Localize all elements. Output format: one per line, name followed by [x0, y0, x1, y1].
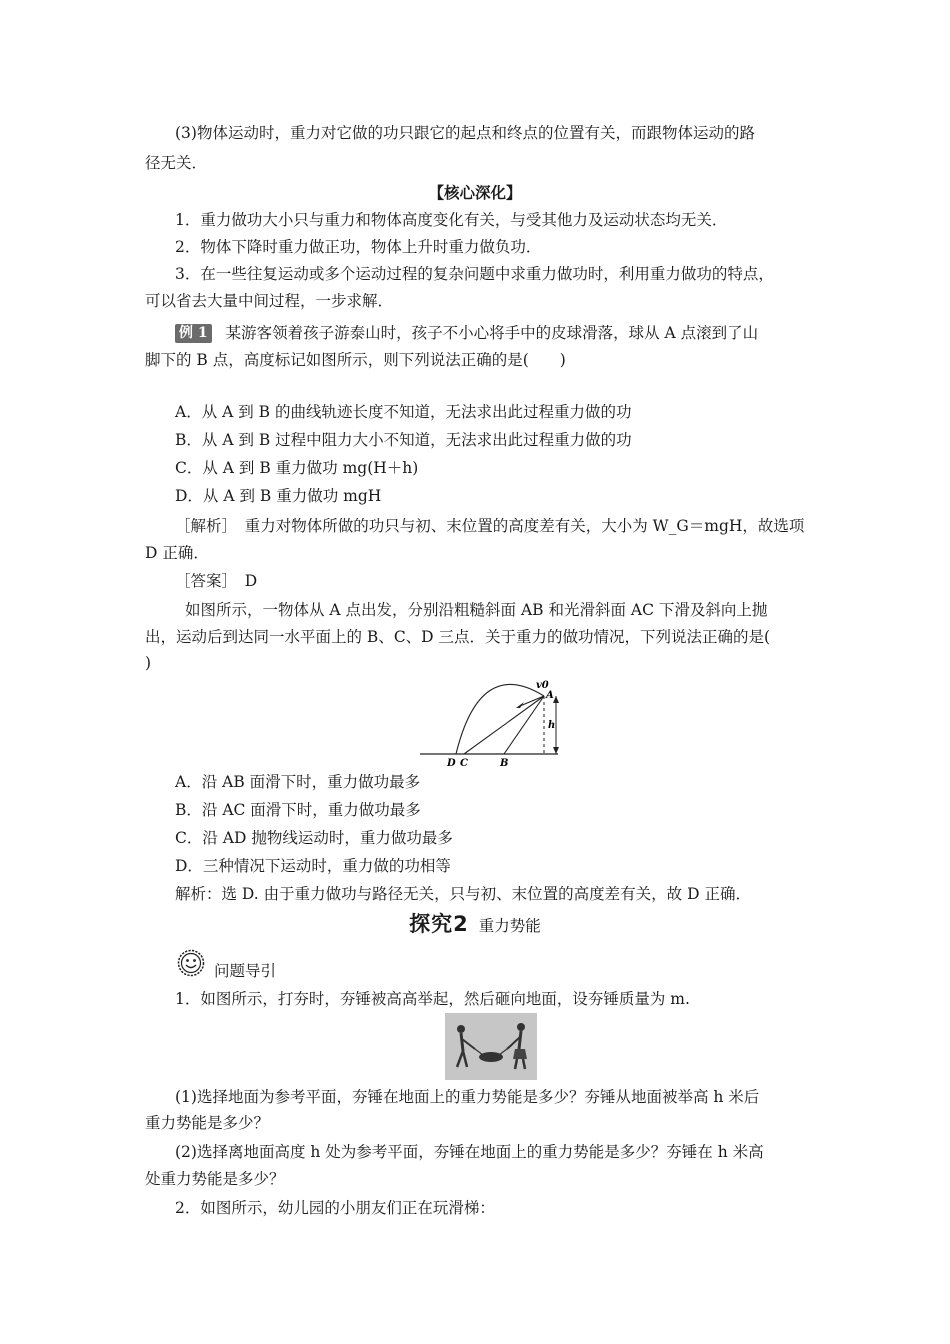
question-2-cont: ) — [145, 654, 152, 672]
analysis-cont: D 正确． — [145, 544, 209, 562]
core-heading: 【核心深化】 — [428, 183, 522, 202]
q2-option-d: D．三种情况下运动时，重力做的功相等 — [175, 857, 451, 875]
guide-item-1-2: (2)选择离地面高度 h 处为参考平面，夯锤在地面上的重力势能是多少？夯锤在 h 米高 — [175, 1143, 764, 1161]
q2-analysis: 解析：选 D. 由于重力做功与路径无关，只与初、末位置的高度差有关，故 D 正确． — [175, 885, 751, 903]
label-a: A — [546, 690, 554, 701]
paragraph-line: 径无关． — [145, 154, 208, 172]
example-1-text: 某游客领着孩子游泰山时，孩子不小心将手中的皮球滑落，球从 A 点滚到了山 — [225, 324, 759, 342]
label-d: D — [447, 758, 456, 768]
label-b: B — [500, 758, 509, 768]
smiley-icon — [176, 948, 206, 978]
paragraph-line: (3)物体运动时，重力对它做的功只跟它的起点和终点的位置有关，而跟物体运动的路 — [175, 124, 755, 142]
section-subtitle: 重力势能 — [478, 917, 541, 935]
guide-item-1-1: (1)选择地面为参考平面，夯锤在地面上的重力势能是多少？夯锤从地面被举高 h 米后 — [175, 1088, 760, 1106]
guide-item-1-2-cont: 处重力势能是多少？ — [145, 1170, 285, 1188]
option-d: D．从 A 到 B 重力做功 mgH — [175, 487, 382, 505]
example-1-line — [175, 318, 810, 348]
answer-line: ［答案］ D — [175, 572, 258, 590]
core-item-2: 2．物体下降时重力做正功，物体上升时重力做负功． — [175, 238, 542, 256]
label-v0: v0 — [536, 680, 549, 691]
option-a: A．从 A 到 B 的曲线轨迹长度不知道，无法求出此过程重力做的功 — [175, 403, 632, 421]
example-badge: 例 1 — [175, 324, 212, 343]
guide-item-2: 2．如图所示，幼儿园的小朋友们正在玩滑梯： — [175, 1199, 495, 1217]
guide-item-1-1-cont: 重力势能是多少？ — [145, 1114, 270, 1132]
core-item-3-cont: 可以省去大量中间过程，一步求解． — [145, 292, 394, 310]
example-1-cont: 脚下的 B 点，高度标记如图所示，则下列说法正确的是( ) — [145, 351, 566, 369]
incline-trajectory-figure — [420, 676, 560, 768]
question-2-line: 如图所示，一物体从 A 点出发，分别沿粗糙斜面 AB 和光滑斜面 AC 下滑及斜向上抛 — [185, 601, 768, 619]
guide-item-1: 1．如图所示，打夯时，夯锤被高高举起，然后砸向地面，设夯锤质量为 m. — [175, 990, 690, 1008]
q2-option-a: A．沿 AB 面滑下时，重力做功最多 — [175, 773, 421, 791]
label-c: C — [460, 758, 468, 768]
core-item-3: 3．在一些往复运动或多个运动过程的复杂问题中求重力做功时，利用重力做功的特点， — [175, 265, 774, 283]
option-c: C．从 A 到 B 重力做功 mg(H＋h) — [175, 459, 419, 477]
section-number: 探究2 — [409, 912, 469, 936]
core-item-1: 1．重力做功大小只与重力和物体高度变化有关，与受其他力及运动状态均无关． — [175, 211, 728, 229]
analysis-line: ［解析］ 重力对物体所做的功只与初、末位置的高度差有关，大小为 W_G＝mgH，故选项 — [175, 517, 805, 535]
tamping-photo — [445, 1013, 537, 1080]
guide-heading: 问题导引 — [214, 962, 277, 980]
q2-option-c: C．沿 AD 抛物线运动时，重力做功最多 — [175, 829, 453, 847]
option-b: B．从 A 到 B 过程中阻力大小不知道，无法求出此过程重力做的功 — [175, 431, 632, 449]
section-title — [0, 906, 950, 944]
q2-option-b: B．沿 AC 面滑下时，重力做功最多 — [175, 801, 421, 819]
question-2-cont: 出，运动后到达同一水平面上的 B、C、D 三点．关于重力的做功情况，下列说法正确的是( — [145, 628, 771, 646]
label-h: h — [548, 720, 556, 731]
